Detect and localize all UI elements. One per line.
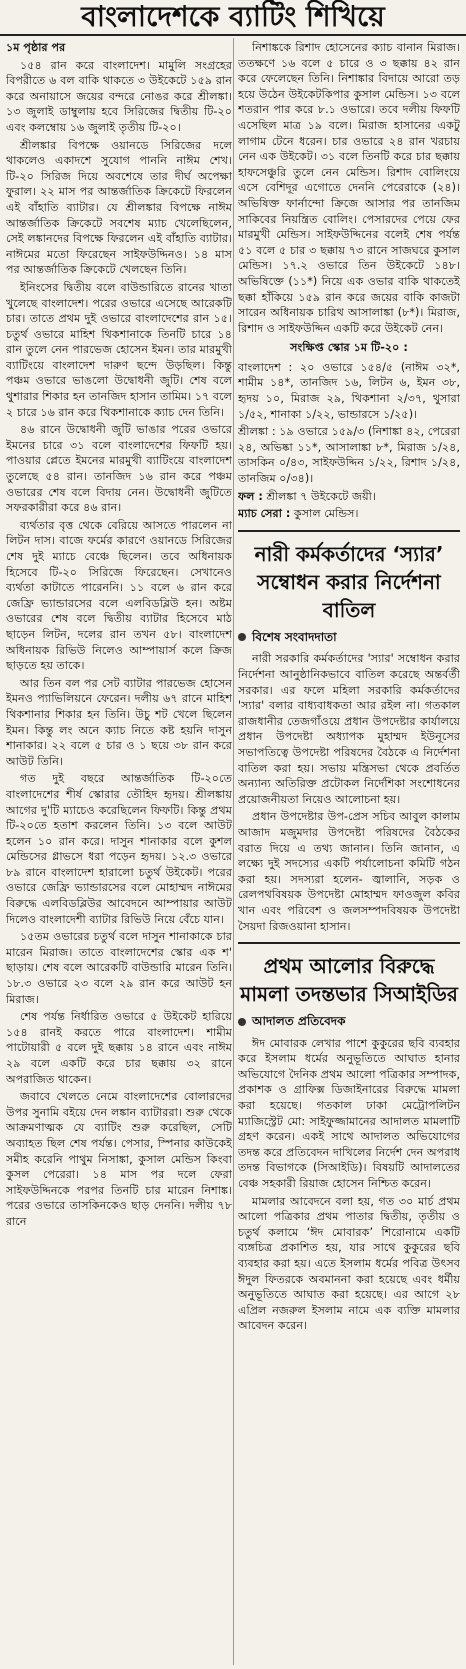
article-paragraph: জবাবে খেলতে নেমে বাংলাদেশের বোলারদের উপর সুনামি বইয়ে দেন লঙ্কান ব্যাটাররা। শুরু থেকে আক্রমণাত্মক যে ব্যাটিং শুরু করেছিল, সেটি অব্যাহত ছিল শেষ পর্যন্ত। পেসার, স্পিনার কাউকেই সমীহ করেনি পাথুম নিসাঙ্কা, কুসাল মেন্ডিস কিংবা কুসল পেরেরা। ১৪ মাস পর দলে ফেরা সাইফউদ্দিনকে পরপর তিনটি চার মারেন নিশাঙ্ক। পরের ওভারে তাসকিনকেও ছাড় দেননি। দলীয় ৭৮ রানে [6,1090,232,1228]
right-column [238,40,460,1665]
motm-text: কুসাল মেন্ডিস। [293,507,359,521]
scorecard-bangladesh: বাংলাদেশ : ২০ ওভারে ১৫৪/৫ (নাঈম ৩২*, শামীম ১৪*, তানজিদ ১৬, লিটন ৬, ইমন ৩৮, হৃদয় ১০, মিরাজ ২৯, থিকশানা ২/৩৭, থুসারা ১/৫২, শানাকা ১/২২, ভান্ডারসে ১/২৫)। [238,360,460,421]
scorecard-motm [238,506,460,522]
article-byline [238,630,460,646]
article-paragraph: মামলার আবেদনে বলা হয়, গত ৩০ মার্চ প্রথম আলো পত্রিকার প্রথম পাতার দ্বিতীয়, তৃতীয় ও চতুর্থ কলামে ‘ঈদ মোবারক’ শিরোনামে একটি ব্যঙ্গচিত্র প্রকাশিত হয়, যার সাথে কুকুরের ছবি ব্যবহার করা হয়। এতে ইসলাম ধর্মের পবিত্র উৎসব ঈদুল ফিতরকে অবমাননা করা হয়েছে এবং ধর্মীয় অনুভূতিতে আঘাত করা হয়েছে। এর আগে ২৮ এপ্রিল নজরুল ইসলাম নামে এক ব্যক্তি মামলার আবেদন করেন। [238,1194,460,1333]
column-divider [233,38,234,1665]
article-paragraph: নারী সরকারি কর্মকর্তাদের 'স্যার' সম্বোধন করার নির্দেশনা আনুষ্ঠানিকভাবে বাতিল করেছে অন্তর্বর্তী সরকার। এর ফলে মহিলা সরকারি কর্মকর্তাদের 'স্যার' বলার বাধ্যবাধকতা আর রইল না। গতকাল রাজধানীর তেজগাঁওয়ে প্রধান উপদেষ্টার কার্যালয়ে প্রধান উপদেষ্টা অধ্যাপক মুহাম্মদ ইউনূসের সভাপতিত্বে উপদেষ্টা পরিষদের বৈঠকে এ নির্দেশনা বাতিল করা হয়। সভায় মন্ত্রিসভা থেকে প্রবর্তিত অন্যান্য অতিরিক্ত প্রটোকল নির্দেশিকা সংশোধনের প্রয়োজনীয়তা নিয়েও আলোচনা হয়। [238,652,460,806]
article-byline [238,1014,460,1030]
jump-label: ১ম পৃষ্ঠার পর [6,41,66,54]
article-paragraph: গত দুই বছরে আন্তর্জাতিক টি-২০তে বাংলাদেশের শীর্ষ স্কোরার তৌহিদ হৃদয়। শ্রীলঙ্কায় আগের দু'টি ম্যাচেও করেছিলেন ফিফটি। কিন্তু প্রথম টি-২০তে হতাশ করলেন তিনি। ১৩ বলে আউট হলেন ১০ রান করে। দাসুন শানাকার বলে কুশল মেন্ডিসের গ্লাভসে ধরা পড়েন হৃদয়। ১২.৩ ওভারে ৮৯ রানে বাংলাদেশ হারালো চতুর্থ উইকেট। পরের ওভারে জেফ্রি ভ্যান্ডারসের বলে মোহাম্মদ নাঈমের বিরুদ্ধে এলবিডব্লিউর আবেদনে আম্পায়ার আউট দিলেও বাংলাদেশী ব্যাটার রিভিউ নিয়ে বেঁচে যান। [6,772,232,926]
bullet-icon [238,633,246,641]
left-column [6,40,232,1665]
byline-text: বিশেষ সংবাদদাতা [252,629,337,644]
article-paragraph: ৪৬ রানে উদ্বোধনী জুটি ভাঙার পরের ওভারে ইমনের চারে ৩১ বলে বাংলাদেশের ফিফটি হয়। পাওয়ার প্লেতে ইমনের মারমুখী ব্যাটিংয়ে বাংলাদেশ তুলেছে ৫৪ রান। তানজিদ ১৬ রান করে পঞ্চম ওভারের শেষ বলে বিদায় নেন। উদ্বোধনী জুটিতে সফরকারীরা করে ৪৬ রান। [6,423,232,515]
result-text: শ্রীলঙ্কা ৭ উইকেটে জয়ী। [266,489,376,503]
article-paragraph: ১৫৪ রান করে বাংলাদেশ। মামুলি সংগ্রহের বিপরীতে ৬ বল বাকি থাকতে ৩ উইকেটে ১৫৯ রান করে অনায়াসে জয়ের বন্দরে নোঙর করে শ্রীলঙ্কা। ১৩ জুলাই ডাম্বুলায় হবে সিরিজের দ্বিতীয় টি-২০ এবং কলম্বোয় ১৬ জুলাই তৃতীয় টি-২০। [6,58,232,134]
article-paragraph: নিশাঙ্ককে রিশাদ হোসেনের ক্যাচ বানান মিরাজ। ততক্ষণে ১৬ বলে ৫ চারে ও ৩ ছক্কায় ৪২ রান করে ফেলেছেন তিনি। নিশাঙ্কার বিদায়ে আরো তড় হয়ে উঠেন উইকেটকিপার কুসাল মেন্ডিস। ১৩ বলে শতরান পার করে ৮.১ ওভারে। তবে দলীয় ফিফটি এসেছিল মাত্র ১৯ বলে। মিরাজ হাসানের একটু লাগাম টেনে ধরেন। চার ওভারে ২৪ রান খরচায় নেন এক উইকেট। ৩১ বলে তিনটি করে চার ছক্কায় হাফসেঞ্চুরি তুলে নেন মেন্ডিস। রিশাদ বোলিংয়ে এসে বেশিদূর এগোতে দেননি পেরেরাকে (২৪)। অভিষিক্ত ফার্নান্দো ক্রিজে আসার পর তানজিম সাকিবের নিয়ন্ত্রিত বোলিং। পেসারদের পেয়ে ফের মারমুখী মেন্ডিস। সাইফউদ্দিনের বলেই শেষ পর্যন্ত ৫১ বলে ৫ চার ৩ ছক্কায় ৭৩ রানে সাজঘরে কুসাল মেন্ডিস। ১৭.২ ওভারে তিন উইকেটে ১৪৮। অভিষিক্তে (১১*) নিয়ে এক ওভার বাকি থাকতেই ছক্কা হাঁকিয়ে ১৫৯ রান করে জয়ের বাকি কাজটা সারেন অধিনায়ক চারিথ আসালাঙ্কা (৮*)। মিরাজ, রিশাদ ও সাইফউদ্দিন একটি করে উইকেট নেন। [238,41,460,335]
article-paragraph: ১৫তম ওভারের চতুর্থ বলে দাসুন শানাকাকে চার মারেন মিরাজ। তাতে বাংলাদেশের স্কোর এক শ' ছাড়ায়। শেষ বলে আরেকটি বাউন্ডারি মারেন তিনি। ১৮.৩ ওভারে ২৩ বলে ২৯ রান করে আউট হন মিরাজ। [6,930,232,1006]
article-paragraph: ইনিংসের দ্বিতীয় বলে বাউন্ডারিতে রানের খাতা খুলেছে বাংলাদেশ। পরের ওভারে এসেছে আরেকটি চার। তাতে প্রথম দুই ওভারে বাংলাদেশের রান ১৫। চতুর্থ ওভারে মাহিশ থিকশানাকে তিনটি চারে ১৪ রান তুলে নেন পারভেজ হোসেন ইমন। তার মারমুখী ব্যাটিংয়ে বাংলাদেশ দারুণ ছন্দে উড়ছিল। কিন্তু পঞ্চম ওভারে ভাঙলো উদ্বোধনী জুটি। শেষ বলে থুশারার শিকার হন তানজিদ হাসান তামিম। ১৭ বলে ২ চারে ১৬ রান করে থিকশানাকে ক্যাচ দেন তিনি। [6,280,232,419]
article-paragraph: ব্যর্থতার বৃত্ত থেকে বেরিয়ে আসতে পারলেন না লিটন দাস। বাজে ফর্মের কারণে ওয়ানডে সিরিজের শেষ দুই ম্যাচে বেঞ্চে ছিলেন। তবে অধিনায়ক হিসেবে টি-২০ সিরিজে ফিরেছেন। সেখানেও ব্যর্থতা কাটাতে পারেননি। ১১ বলে ৬ রান করে জেফ্রি ভ্যান্ডারসের বলে এলবিডব্লিউ হন। অষ্টম ওভারের শেষ বলে দ্বিতীয় ব্যাটার হিসেবে মাঠ ছাড়েন লিটন, দলের রান তখন ৫৮। বাংলাদেশ অধিনায়ক রিভিউ নিলেও আম্পায়ার্স কলে ক্রিজ ছাড়তে হয় তাকে। [6,518,232,673]
scorecard [238,340,460,522]
article-paragraph: ঈদ মোবারক লেখার পাশে কুকুরের ছবি ব্যবহার করে ইসলাম ধর্মের অনুভূতিতে আঘাত হানার অভিযোগে দৈনিক প্রথম আলো পত্রিকার সম্পাদক, প্রকাশক ও গ্রাফিক্স ডিজাইনারের বিরুদ্ধে মামলা করা হয়েছে। গতকাল ঢাকা মেট্রোপলিটন ম্যাজিস্ট্রেট মো: সাইফুজ্জামানের আদালত মামলাটি গ্রহণ করেন। একই সাথে আদালত অভিযোগের তদন্ত করে প্রতিবেদন দাখিলের নির্দেশ দেন অপরাধ তদন্ত বিভাগকে (সিআইডি)। বিষয়টি আদালতের বেঞ্চ সহকারী রিয়াজ হোসেন নিশ্চিত করেন। [238,1036,460,1191]
article-paragraph: প্রধান উপদেষ্টার উপ-প্রেস সচিব আবুল কালাম আজাদ মজুমদার উপদেষ্টা পরিষদের বৈঠকের বরাত দিয়ে এ তথ্য জানান। তিনি জানান, এ লক্ষ্যে দুই সদস্যের একটি পর্যালোচনা কমিটি গঠন করা হয়। সদস্যরা হলেন- জ্বালানি, সড়ক ও রেলপথবিষয়ক উপদেষ্টা মোহাম্মদ ফাওজুল কবির খান এবং পরিবেশ ও জলসম্পদবিষয়ক উপদেষ্টা সৈয়দা রিজওয়ানা হাসান। [238,810,460,933]
scorecard-srilanka: শ্রীলঙ্কা : ১৯ ওভারে ১৫৯/৩ (নিশাঙ্কা ৪২, পেরেরা ২৪, অভিষ্কা ১১*, আসালাঙ্কা ৮*, মিরাজ ১/২৪, তাসকিন ০/৪৩, সাইফউদ্দিন ১/২২, রিশাদ ১/২৪, তানজিম ০/৩৪)। [238,425,460,486]
article-headline-prothom-alo: প্রথম আলোর বিরুদ্ধে মামলা তদন্তভার সিআইডির [238,942,460,1008]
article-paragraph: শেষ পর্যন্ত নির্ধারিত ওভারে ৫ উইকেট হারিয়ে ১৫৪ রানই করতে পারে বাংলাদেশ। শামীম পাটোয়ারী ৫ বলে দুই ছক্কায় ১৪ রানে এবং নাঈম ২৯ বলে একটি করে চার ছক্কায় ৩২ রানে অপরাজিত থাকেন। [6,1010,232,1086]
scorecard-title: সংক্ষিপ্ত স্কোর ১ম টি-২০ : [290,341,408,355]
scorecard-result [238,489,460,505]
motm-label: ম্যাচ সেরা : [238,507,291,521]
article-headline-sir: নারী কর্মকর্তাদের ‘স্যার’ সম্বোধন করার নির্দেশনা বাতিল [238,530,460,624]
result-label: ফল : [238,489,263,503]
page-headline: বাংলাদেশকে ব্যাটিং শিখিয়ে [0,0,466,36]
article-paragraph: আর তিন বল পর সেট ব্যাটার পারভেজ হোসেন ইমনও প্যাভিলিয়নে ফেরেন। দলীয় ৬৭ রানে মাহিশ থিকশানার শিকার হন তিনি। উচু শট খেলে ছিলেন ইমন। কিন্তু লং অনে ক্যাচ নিতে কষ্ট হয়নি দাসুন শানাকার। ২২ বলে ৫ চার ও ১ ছয়ে ৩৮ রান করে আউট তিনি। [6,676,232,768]
article-paragraph: শ্রীলঙ্কার বিপক্ষে ওয়ানডে সিরিজের দলে থাকলেও একাদশে সুযোগ পাননি নাঈম শেখ। টি-২০ সিরিজ দিয়ে অবশেষে তার দীর্ঘ অপেক্ষা ফুরাল। ২২ মাস পর আন্তর্জাতিক ক্রিকেটে ফিরলেন এই বাঁহাতি ব্যাটার। যে শ্রীলঙ্কার বিপক্ষে নাঈম আন্তর্জাতিক ক্রিকেটে সবশেষ ম্যাচ খেলেছিলেন, সেই লঙ্কানদের বিপক্ষে ফিরলেন এই বাঁহাতি ব্যাটার। নাঈমের মতো ফিরেছেন সাইফউদ্দিনও। ১৪ মাস পর আন্তর্জাতিক ক্রিকেটে খেলছেন তিনি। [6,138,232,277]
bullet-icon [238,1018,246,1026]
byline-text: আদালত প্রতিবেদক [252,1014,346,1029]
